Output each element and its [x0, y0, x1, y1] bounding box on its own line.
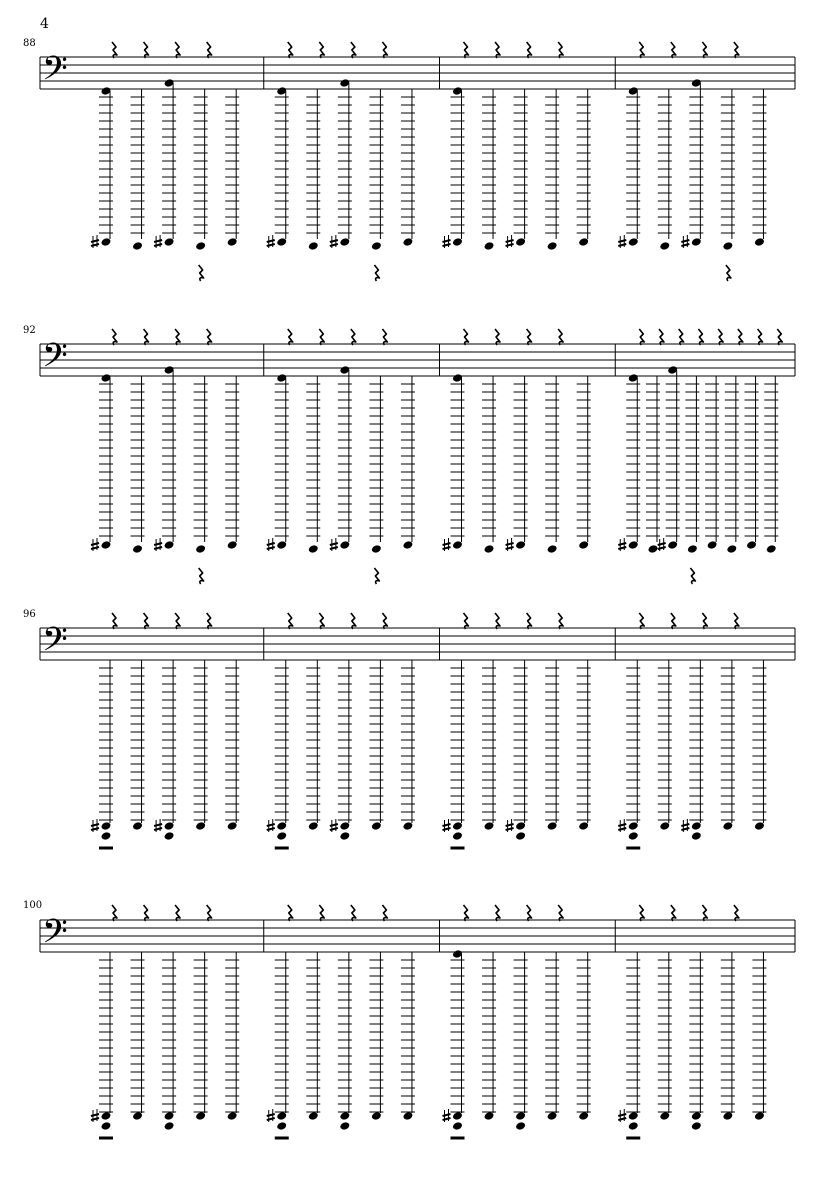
ledger-lines [369, 384, 383, 536]
sharp-icon [506, 819, 514, 832]
ledger-lines [401, 384, 415, 536]
note-head [132, 241, 143, 251]
sharp-icon [154, 235, 162, 248]
quarter-rest-icon [175, 42, 180, 58]
measure-number-system-1: 88 [23, 38, 36, 49]
quarter-rest-icon [464, 329, 469, 345]
ledger-lines [689, 97, 703, 233]
quarter-rest-icon [558, 42, 563, 58]
note-head [628, 831, 639, 841]
quarter-rest-icon [351, 329, 356, 345]
quarter-rest-icon [112, 42, 117, 58]
quarter-rest-icon [199, 265, 204, 281]
quarter-rest-icon [679, 329, 684, 345]
note-head [484, 241, 495, 251]
note-head [101, 1121, 112, 1131]
quarter-rest-icon [527, 42, 532, 58]
ledger-lines [225, 960, 239, 1112]
ledger-lines [338, 960, 352, 1112]
sharp-icon [618, 1109, 626, 1122]
quarter-rest-icon [527, 905, 532, 921]
quarter-rest-icon [319, 905, 324, 921]
sharp-icon [681, 819, 689, 832]
note-head [628, 1121, 639, 1131]
sharp-icon [91, 819, 99, 832]
quarter-rest-icon [464, 905, 469, 921]
ledger-lines [626, 384, 640, 536]
quarter-rest-icon [382, 42, 387, 58]
ledger-lines [275, 97, 289, 233]
ledger-lines [306, 668, 320, 820]
measure-number-system-2: 92 [23, 325, 36, 336]
sharp-icon [330, 538, 338, 551]
note-head [659, 241, 670, 251]
sharp-icon [91, 235, 99, 248]
ledger-lines [545, 960, 559, 1112]
note-head [515, 831, 526, 841]
note-head [647, 544, 658, 554]
quarter-rest-icon [144, 905, 149, 921]
note-head [132, 544, 143, 554]
quarter-rest-icon [112, 905, 117, 921]
quarter-rest-icon [702, 905, 707, 921]
quarter-rest-icon [464, 42, 469, 58]
ledger-lines [99, 97, 113, 233]
quarter-rest-icon [288, 329, 293, 345]
quarter-rest-icon [382, 905, 387, 921]
quarter-rest-icon [144, 329, 149, 345]
ledger-lines [131, 960, 145, 1112]
note-head [371, 241, 382, 251]
quarter-rest-icon [351, 905, 356, 921]
ledger-lines [482, 668, 496, 820]
quarter-rest-icon [374, 265, 379, 281]
quarter-rest-icon [698, 329, 703, 345]
quarter-rest-icon [758, 329, 763, 345]
note-head [101, 831, 112, 841]
ledger-lines [451, 960, 465, 1112]
sharp-icon [506, 538, 514, 551]
ledger-lines [721, 668, 735, 820]
note-head [452, 1121, 463, 1131]
quarter-rest-icon [702, 42, 707, 58]
ledger-lines [162, 668, 176, 820]
quarter-rest-icon [734, 613, 739, 629]
ledger-lines [162, 97, 176, 233]
ledger-lines [752, 668, 766, 820]
sharp-icon [267, 235, 275, 248]
quarter-rest-icon [495, 905, 500, 921]
quarter-rest-icon [671, 613, 676, 629]
sharp-icon [154, 819, 162, 832]
ledger-lines [752, 97, 766, 233]
ledger-lines [338, 384, 352, 536]
ledger-lines [626, 960, 640, 1112]
ledger-lines [577, 668, 591, 820]
sharp-icon [443, 538, 451, 551]
ledger-lines [689, 668, 703, 820]
ledger-lines [162, 384, 176, 536]
ledger-lines [666, 384, 680, 536]
quarter-rest-icon [207, 905, 212, 921]
quarter-rest-icon [639, 905, 644, 921]
note-head [276, 1121, 287, 1131]
quarter-rest-icon [351, 613, 356, 629]
quarter-rest-icon [199, 568, 204, 584]
ledger-lines [514, 960, 528, 1112]
ledger-lines [745, 384, 759, 536]
quarter-rest-icon [319, 329, 324, 345]
ledger-lines [482, 384, 496, 536]
sharp-icon [618, 538, 626, 551]
quarter-rest-icon [671, 42, 676, 58]
bass-clef-icon: 𝄢 [42, 50, 68, 96]
ledger-lines [225, 384, 239, 536]
quarter-rest-icon [175, 905, 180, 921]
ledger-lines [626, 668, 640, 820]
ledger-lines [689, 960, 703, 1112]
ledger-lines [721, 960, 735, 1112]
ledger-lines [685, 384, 699, 536]
note-head [691, 831, 702, 841]
ledger-lines [99, 384, 113, 536]
quarter-rest-icon [351, 42, 356, 58]
ledger-lines [369, 668, 383, 820]
note-head [339, 1121, 350, 1131]
ledger-lines [306, 97, 320, 233]
note-head [691, 1121, 702, 1131]
note-head [339, 831, 350, 841]
quarter-rest-icon [495, 329, 500, 345]
ledger-lines [482, 960, 496, 1112]
sharp-icon [443, 1109, 451, 1122]
ledger-lines [577, 960, 591, 1112]
ledger-lines [306, 384, 320, 536]
quarter-rest-icon [639, 42, 644, 58]
quarter-rest-icon [558, 905, 563, 921]
sharp-icon [267, 819, 275, 832]
quarter-rest-icon [702, 613, 707, 629]
ledger-lines [545, 97, 559, 233]
page-number: 4 [40, 16, 49, 32]
ledger-lines [514, 384, 528, 536]
sharp-icon [443, 819, 451, 832]
quarter-rest-icon [207, 42, 212, 58]
ledger-lines [658, 97, 672, 233]
sharp-icon [618, 235, 626, 248]
quarter-rest-icon [175, 613, 180, 629]
quarter-rest-icon [382, 329, 387, 345]
ledger-lines [451, 97, 465, 233]
quarter-rest-icon [288, 905, 293, 921]
quarter-rest-icon [527, 613, 532, 629]
ledger-lines [99, 668, 113, 820]
sharp-icon [330, 819, 338, 832]
note-head [276, 831, 287, 841]
note-head [547, 241, 558, 251]
ledger-lines [646, 384, 660, 536]
quarter-rest-icon [464, 613, 469, 629]
quarter-rest-icon [558, 613, 563, 629]
note-head [766, 544, 777, 554]
note-head [371, 544, 382, 554]
quarter-rest-icon [734, 905, 739, 921]
note-head [164, 1121, 175, 1131]
quarter-rest-icon [639, 329, 644, 345]
bass-clef-icon: 𝄢 [42, 337, 68, 383]
quarter-rest-icon [558, 329, 563, 345]
ledger-lines [752, 960, 766, 1112]
note-head [726, 544, 737, 554]
quarter-rest-icon [144, 613, 149, 629]
sharp-icon [91, 538, 99, 551]
note-head [687, 544, 698, 554]
sharp-icon [330, 235, 338, 248]
ledger-lines [131, 668, 145, 820]
sharp-icon [154, 538, 162, 551]
quarter-rest-icon [734, 42, 739, 58]
quarter-rest-icon [639, 613, 644, 629]
ledger-lines [275, 384, 289, 536]
ledger-lines [514, 668, 528, 820]
ledger-lines [369, 960, 383, 1112]
sharp-icon [91, 1109, 99, 1122]
sharp-icon [267, 1109, 275, 1122]
quarter-rest-icon [718, 329, 723, 345]
quarter-rest-icon [144, 42, 149, 58]
quarter-rest-icon [495, 42, 500, 58]
sharp-icon [618, 819, 626, 832]
quarter-rest-icon [382, 613, 387, 629]
measure-number-system-3: 96 [23, 609, 36, 620]
quarter-rest-icon [671, 905, 676, 921]
ledger-lines [369, 97, 383, 233]
quarter-rest-icon [738, 329, 743, 345]
note-head [308, 241, 319, 251]
note-head [452, 831, 463, 841]
note-head [484, 544, 495, 554]
quarter-rest-icon [319, 613, 324, 629]
ledger-lines [194, 960, 208, 1112]
ledger-lines [275, 960, 289, 1112]
sharp-icon [267, 538, 275, 551]
quarter-rest-icon [659, 329, 664, 345]
note-head [547, 544, 558, 554]
sharp-icon [443, 235, 451, 248]
quarter-rest-icon [288, 42, 293, 58]
quarter-rest-icon [777, 329, 782, 345]
ledger-lines [275, 668, 289, 820]
ledger-lines [577, 97, 591, 233]
measure-number-system-4: 100 [23, 900, 43, 911]
ledger-lines [338, 97, 352, 233]
ledger-lines [162, 960, 176, 1112]
ledger-lines [545, 384, 559, 536]
ledger-lines [545, 668, 559, 820]
sharp-icon [681, 235, 689, 248]
note-head [515, 1121, 526, 1131]
ledger-lines [451, 384, 465, 536]
note-head [164, 831, 175, 841]
quarter-rest-icon [112, 329, 117, 345]
ledger-lines [194, 97, 208, 233]
ledger-lines [131, 97, 145, 233]
ledger-lines [131, 384, 145, 536]
ledger-lines [401, 960, 415, 1112]
quarter-rest-icon [112, 613, 117, 629]
ledger-lines [338, 668, 352, 820]
quarter-rest-icon [527, 329, 532, 345]
ledger-lines [401, 668, 415, 820]
note-head [308, 544, 319, 554]
ledger-lines [225, 97, 239, 233]
note-head [195, 241, 206, 251]
ledger-lines [306, 960, 320, 1112]
quarter-rest-icon [175, 329, 180, 345]
ledger-lines [194, 384, 208, 536]
quarter-rest-icon [288, 613, 293, 629]
ledger-lines [658, 960, 672, 1112]
ledger-lines [705, 384, 719, 536]
quarter-rest-icon [726, 265, 731, 281]
sharp-icon [658, 538, 666, 551]
quarter-rest-icon [207, 613, 212, 629]
ledger-lines [482, 97, 496, 233]
ledger-lines [514, 97, 528, 233]
quarter-rest-icon [495, 613, 500, 629]
note-head [722, 241, 733, 251]
ledger-lines [451, 668, 465, 820]
quarter-rest-icon [207, 329, 212, 345]
note-head [195, 544, 206, 554]
ledger-lines [194, 668, 208, 820]
bass-clef-icon: 𝄢 [42, 621, 68, 667]
ledger-lines [225, 668, 239, 820]
ledger-lines [764, 384, 778, 536]
ledger-lines [721, 97, 735, 233]
ledger-lines [577, 384, 591, 536]
ledger-lines [725, 384, 739, 536]
quarter-rest-icon [374, 568, 379, 584]
ledger-lines [401, 97, 415, 233]
ledger-lines [626, 97, 640, 233]
quarter-rest-icon [319, 42, 324, 58]
ledger-lines [658, 668, 672, 820]
sharp-icon [506, 235, 514, 248]
quarter-rest-icon [690, 568, 695, 584]
bass-clef-icon: 𝄢 [42, 913, 68, 959]
ledger-lines [99, 960, 113, 1112]
